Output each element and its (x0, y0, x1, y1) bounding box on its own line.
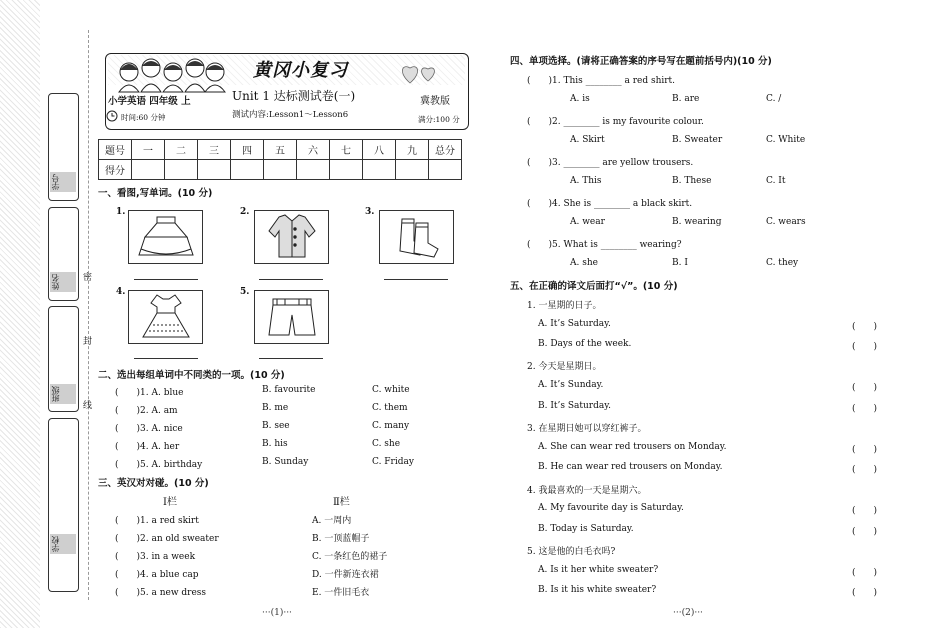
option-c: C. / (766, 94, 782, 104)
match-item-zh: A. 一周内 (312, 516, 352, 526)
option-c: C. many (372, 421, 410, 431)
match-item-en: ( )4. a blue cap (115, 570, 199, 580)
score-input-cell[interactable] (297, 160, 330, 180)
table-cell: 四 (231, 140, 264, 160)
score-table (98, 139, 462, 180)
answer-line-4[interactable] (134, 358, 198, 359)
hearts-icon (400, 59, 442, 87)
score-input-cell[interactable] (264, 160, 297, 180)
item-number: 5. (240, 287, 250, 297)
option-c: C. White (766, 135, 806, 145)
binding-pattern (0, 0, 40, 628)
school-label: 学校 (50, 534, 76, 554)
option-a: A. It’s Saturday. (538, 319, 611, 329)
picture-dress (128, 290, 203, 344)
section3-title: 三、英汉对对碰。(10 分) (98, 478, 209, 489)
school-box (48, 418, 79, 592)
translation-question: 4. 我最喜欢的一天是星期六。 (527, 486, 647, 496)
check-blank[interactable]: ( ) (852, 568, 878, 578)
full-score-label: 满分:100 分 (418, 115, 460, 124)
section1-title: 一、看图,写单词。(10 分) (98, 188, 213, 199)
unit-title: Unit 1 达标测试卷(一) (232, 89, 356, 103)
match-item-zh: C. 一条红色的裙子 (312, 552, 388, 562)
score-input-cell[interactable] (429, 160, 462, 180)
column-2-header: Ⅱ栏 (333, 497, 350, 508)
logo-text: 黄冈小复习 (253, 60, 348, 81)
time-label: 时间:60 分钟 (121, 113, 166, 122)
children-illustration (115, 56, 230, 94)
check-blank[interactable]: ( ) (852, 404, 878, 414)
table-cell: 九 (396, 140, 429, 160)
table-cell: 七 (330, 140, 363, 160)
score-input-cell[interactable] (330, 160, 363, 180)
match-item-zh: D. 一件新连衣裙 (312, 570, 379, 580)
option-a: A. Skirt (570, 135, 605, 145)
dress-icon (129, 291, 202, 343)
option-b: B. Sweater (672, 135, 723, 145)
picture-skirt (128, 210, 203, 264)
option-b: B. Is it his white sweater? (538, 585, 657, 595)
translation-question: 3. 在星期日她可以穿红裤子。 (527, 424, 647, 434)
option-b: B. see (262, 421, 290, 431)
option-b: B. me (262, 403, 289, 413)
answer-line-2[interactable] (259, 279, 323, 280)
question-stem: ( )1. A. blue (115, 388, 184, 398)
match-item-zh: E. 一件旧毛衣 (312, 588, 370, 598)
cut-line (88, 30, 89, 600)
option-b: B. I (672, 258, 688, 268)
page-number-value: 1 (274, 608, 280, 618)
check-blank[interactable]: ( ) (852, 383, 878, 393)
option-b: B. These (672, 176, 712, 186)
option-b: B. wearing (672, 217, 722, 227)
page-number-1: ···(1)··· (262, 608, 292, 618)
shorts-icon (255, 291, 328, 343)
question-stem: ( )3. ________ are yellow trousers. (527, 158, 694, 168)
table-cell: 五 (264, 140, 297, 160)
option-c: C. she (372, 439, 401, 449)
option-c: C. It (766, 176, 786, 186)
check-blank[interactable]: ( ) (852, 506, 878, 516)
option-b: B. Sunday (262, 457, 309, 467)
question-stem: ( )4. She is ________ a black skirt. (527, 199, 693, 209)
option-c: C. Friday (372, 457, 414, 467)
option-a: A. is (570, 94, 590, 104)
question-stem: ( )2. A. am (115, 406, 178, 416)
picture-socks (379, 210, 454, 264)
table-cell: 得分 (99, 160, 132, 180)
name-label: 姓名 (50, 272, 76, 292)
item-number: 1. (116, 207, 126, 217)
question-stem: ( )5. A. birthday (115, 460, 203, 470)
seal-char-mi: 密 (83, 273, 93, 283)
section2-title: 二、选出每组单词中不同类的一项。(10 分) (98, 370, 285, 381)
scope-label: 测试内容:Lesson1～Lesson6 (232, 110, 349, 120)
option-a: A. This (570, 176, 602, 186)
page-number-value: 2 (685, 608, 691, 618)
option-b: B. are (672, 94, 700, 104)
score-input-cell[interactable] (165, 160, 198, 180)
translation-question: 2. 今天是星期日。 (527, 362, 602, 372)
score-input-cell[interactable] (198, 160, 231, 180)
match-item-zh: B. 一顶蓝帽子 (312, 534, 370, 544)
item-number: 4. (116, 287, 126, 297)
item-number: 3. (365, 207, 375, 217)
question-stem: ( )2. ________ is my favourite colour. (527, 117, 704, 127)
seal-char-xian: 线 (83, 401, 93, 411)
score-input-cell[interactable] (396, 160, 429, 180)
check-blank[interactable]: ( ) (852, 465, 878, 475)
picture-shorts (254, 290, 329, 344)
match-item-en: ( )3. in a week (115, 552, 196, 562)
page-number-2: ···(2)··· (673, 608, 703, 618)
check-blank[interactable]: ( ) (852, 342, 878, 352)
match-item-en: ( )1. a red skirt (115, 516, 199, 526)
option-c: C. white (372, 385, 410, 395)
check-blank[interactable]: ( ) (852, 527, 878, 537)
option-b: B. Days of the week. (538, 339, 632, 349)
table-cell: 二 (165, 140, 198, 160)
option-b: B. favourite (262, 385, 316, 395)
table-cell: 三 (198, 140, 231, 160)
option-b: B. his (262, 439, 288, 449)
option-c: C. wears (766, 217, 806, 227)
match-item-en: ( )2. an old sweater (115, 534, 219, 544)
seal-char-feng: 封 (83, 337, 93, 347)
clock-icon (106, 110, 118, 122)
student-id-label: 学号 (50, 172, 76, 192)
table-cell: 八 (363, 140, 396, 160)
translation-question: 1. 一星期的日子。 (527, 301, 602, 311)
score-input-cell[interactable] (132, 160, 165, 180)
option-a: A. she (570, 258, 598, 268)
picture-sweater (254, 210, 329, 264)
option-c: C. they (766, 258, 799, 268)
question-stem: ( )1. This ________ a red shirt. (527, 76, 676, 86)
column-1-header: Ⅰ栏 (163, 497, 177, 508)
socks-icon (380, 211, 453, 263)
skirt-icon (129, 211, 202, 263)
subject-label: 小学英语 四年级 上 (108, 96, 191, 107)
class-label: 班级 (50, 384, 76, 404)
option-a: A. Is it her white sweater? (538, 565, 659, 575)
item-number: 2. (240, 207, 250, 217)
score-table-header-row (99, 140, 462, 160)
score-input-cell[interactable] (363, 160, 396, 180)
score-input-cell[interactable] (231, 160, 264, 180)
answer-line-3[interactable] (384, 279, 448, 280)
option-c: C. them (372, 403, 408, 413)
option-a: A. My favourite day is Saturday. (538, 503, 684, 513)
section4-title: 四、单项选择。(请将正确答案的序号写在题前括号内)(10 分) (510, 56, 772, 67)
option-b: B. It’s Saturday. (538, 401, 611, 411)
answer-line-5[interactable] (259, 358, 323, 359)
edition-label: 冀教版 (420, 96, 450, 107)
option-a: A. It’s Sunday. (538, 380, 604, 390)
score-table-score-row (99, 160, 462, 180)
table-cell: 一 (132, 140, 165, 160)
table-cell: 题号 (99, 140, 132, 160)
translation-question: 5. 这是他的白毛衣吗? (527, 547, 616, 557)
check-blank[interactable]: ( ) (852, 322, 878, 332)
option-a: A. She can wear red trousers on Monday. (538, 442, 727, 452)
question-stem: ( )3. A. nice (115, 424, 183, 434)
section5-title: 五、在正确的译文后面打“√”。(10 分) (510, 281, 678, 292)
question-stem: ( )5. What is ________ wearing? (527, 240, 682, 250)
option-b: B. Today is Saturday. (538, 524, 634, 534)
sweater-icon (255, 211, 328, 263)
table-cell: 六 (297, 140, 330, 160)
option-a: A. wear (570, 217, 605, 227)
match-item-en: ( )5. a new dress (115, 588, 207, 598)
question-stem: ( )4. A. her (115, 442, 180, 452)
option-b: B. He can wear red trousers on Monday. (538, 462, 723, 472)
answer-line-1[interactable] (134, 279, 198, 280)
check-blank[interactable]: ( ) (852, 445, 878, 455)
check-blank[interactable]: ( ) (852, 588, 878, 598)
table-cell: 总分 (429, 140, 462, 160)
